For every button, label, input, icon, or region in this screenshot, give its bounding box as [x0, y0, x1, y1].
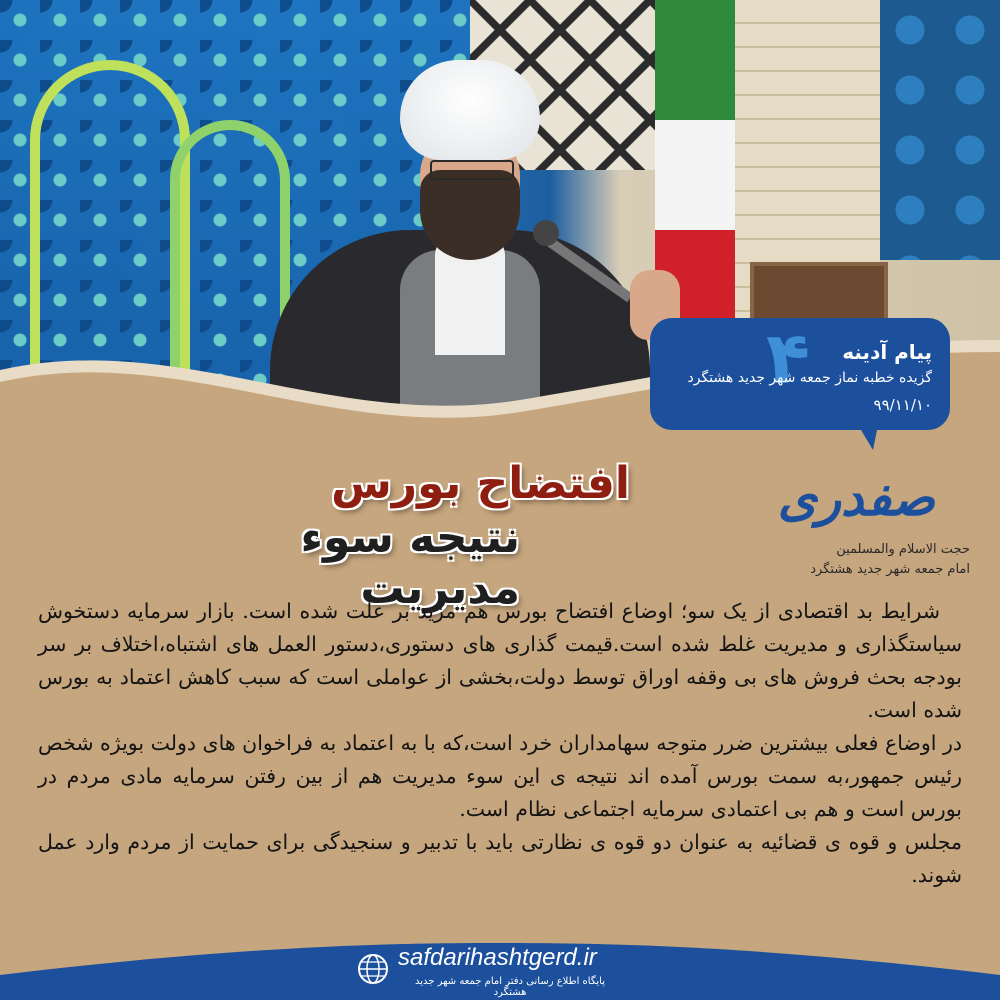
badge-tail: [855, 420, 879, 450]
paragraph: شرایط بد اقتصادی از یک سو؛ اوضاع افتضاح بورس هم مزید بر علت شده است. بازار سرمایه دستخوش سیاستگذاری و مدیریت غلط شده است.قیمت گذاری های دستوری،دستور العمل های اشتباه،اختلاف بر سر بودجه بحث فروش های بی وقفه اوراق توسط دولت،بخشی از عواملی است که سبب کاهش اعتماد به بورس شده است.: [38, 599, 962, 722]
headline-line2: نتیجه سوء مدیریت: [300, 512, 520, 614]
headline-line1: افتضاح بورس: [331, 458, 630, 509]
glasses: [430, 160, 514, 180]
author-title: حجت الاسلام والمسلمین: [836, 542, 970, 557]
issue-number: ۴: [766, 316, 810, 400]
turban: [400, 60, 540, 160]
paragraph: مجلس و قوه ی قضائیه به عنوان دو قوه ی نظارتی باید با تدبیر و سنجیدگی برای حمایت از مردم وارد عمل شوند.: [38, 830, 962, 887]
author-signature: [690, 468, 990, 598]
friday-message-badge: [650, 318, 950, 430]
microphone-icon: [533, 220, 559, 246]
paragraph: در اوضاع فعلی بیشترین ضرر متوجه سهامداران خرد است،که با به اعتماد به فراخوان های دولت بویژه شخص رئیس جمهور،به سمت بورس آمده اند نتیجه ی این سوء مدیریت هم از بین رفتن سرمایه مادی مردم در بورس است و هم بی اعتمادی سرمایه اجتماعی نظام است.: [38, 731, 962, 821]
sermon-text: [38, 595, 962, 892]
website-link[interactable]: safdarihashtgerd.ir: [398, 944, 597, 971]
author-position: امام جمعه شهر جدید هشتگرد: [810, 562, 970, 577]
badge-title: پیام آدینه: [842, 340, 932, 364]
author-name: صفدری: [777, 468, 935, 527]
tile-panel: [880, 0, 1000, 260]
badge-subtitle: گزیده خطبه نماز جمعه شهر جدید هشتگرد: [687, 370, 932, 386]
footer-subtitle: پایگاه اطلاع رسانی دفتر امام جمعه شهر جدید هشتگرد: [415, 976, 605, 998]
globe-icon: [356, 952, 390, 986]
badge-date: ۹۹/۱۱/۱۰: [873, 396, 932, 414]
